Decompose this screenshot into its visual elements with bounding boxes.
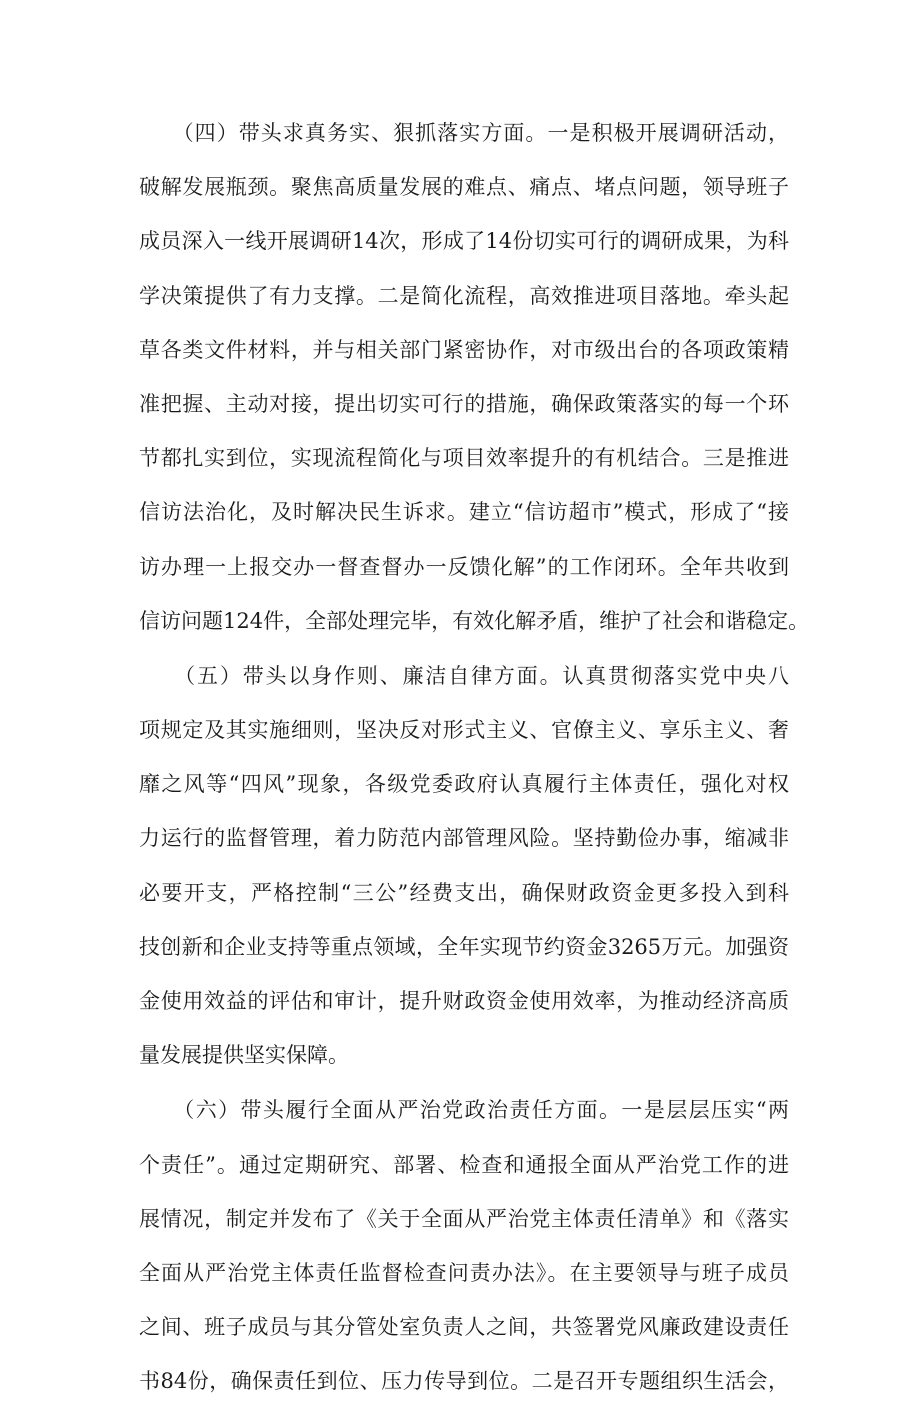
paragraph-5	[139, 649, 789, 1083]
paragraph-line: 靡之风等“四风”现象，各级党委政府认真履行主体责任，强化对权	[139, 772, 789, 797]
paragraph-line: 信访法治化，及时解决民生诉求。建立“信访超市”模式，形成了“接	[139, 500, 789, 525]
paragraph-line: （六）带头履行全面从严治党政治责任方面。一是层层压实“两	[139, 1098, 789, 1123]
paragraph-line: 准把握、主动对接，提出切实可行的措施，确保政策落实的每一个环	[139, 391, 789, 416]
paragraph-4	[139, 106, 810, 648]
paragraph-line: 破解发展瓶颈。聚焦高质量发展的难点、痛点、堵点问题，领导班子	[139, 175, 789, 200]
paragraph-line: 技创新和企业支持等重点领域，全年实现节约资金3265万元。加强资	[139, 934, 789, 959]
paragraph-line: 金使用效益的评估和审计，提升财政资金使用效率，为推动经济高质	[139, 989, 789, 1013]
paragraph-line: 成员深入一线开展调研14次，形成了14份切实可行的调研成果，为科	[139, 229, 789, 254]
paragraph-line: 力运行的监督管理，着力防范内部管理风险。坚持勤俭办事，缩减非	[139, 826, 789, 851]
paragraph-line: 项规定及其实施细则，坚决反对形式主义、官僚主义、享乐主义、奢	[139, 718, 789, 743]
paragraph-line: （四）带头求真务实、狠抓落实方面。一是积极开展调研活动，	[139, 121, 789, 145]
paragraph-line: 信访问题124件，全部处理完毕，有效化解矛盾，维护了社会和谐稳定。	[139, 608, 810, 633]
paragraph-line: 访办理一上报交办一督查督办一反馈化解”的工作闭环。全年共收到	[139, 554, 789, 579]
paragraph-line: （五）带头以身作则、廉洁自律方面。认真贯彻落实党中央八	[139, 663, 789, 688]
paragraph-line: 草各类文件材料，并与相关部门紧密协作，对市级出台的各项政策精	[139, 337, 789, 362]
document-body	[139, 106, 810, 1410]
paragraph-line: 量发展提供坚实保障。	[139, 1043, 349, 1068]
paragraph-line: 个责任”。通过定期研究、部署、检查和通报全面从严治党工作的进	[139, 1152, 789, 1177]
paragraph-line: 节都扎实到位，实现流程简化与项目效率提升的有机结合。三是推进	[139, 446, 789, 471]
paragraph-line: 必要开支，严格控制“三公”经费支出，确保财政资金更多投入到科	[139, 880, 789, 905]
paragraph-line: 全面从严治党主体责任监督检查问责办法》。在主要领导与班子成员	[139, 1260, 789, 1285]
paragraph-line: 之间、班子成员与其分管处室负责人之间，共签署党风廉政建设责任	[139, 1315, 789, 1340]
paragraph-line: 学决策提供了有力支撑。二是简化流程，高效推进项目落地。牵头起	[139, 283, 789, 308]
paragraph-line: 书84份，确保责任到位、压力传导到位。二是召开专题组织生活会，	[139, 1369, 789, 1394]
paragraph-line: 展情况，制定并发布了《关于全面从严治党主体责任清单》和《落实	[139, 1206, 789, 1231]
paragraph-6	[139, 1083, 789, 1408]
